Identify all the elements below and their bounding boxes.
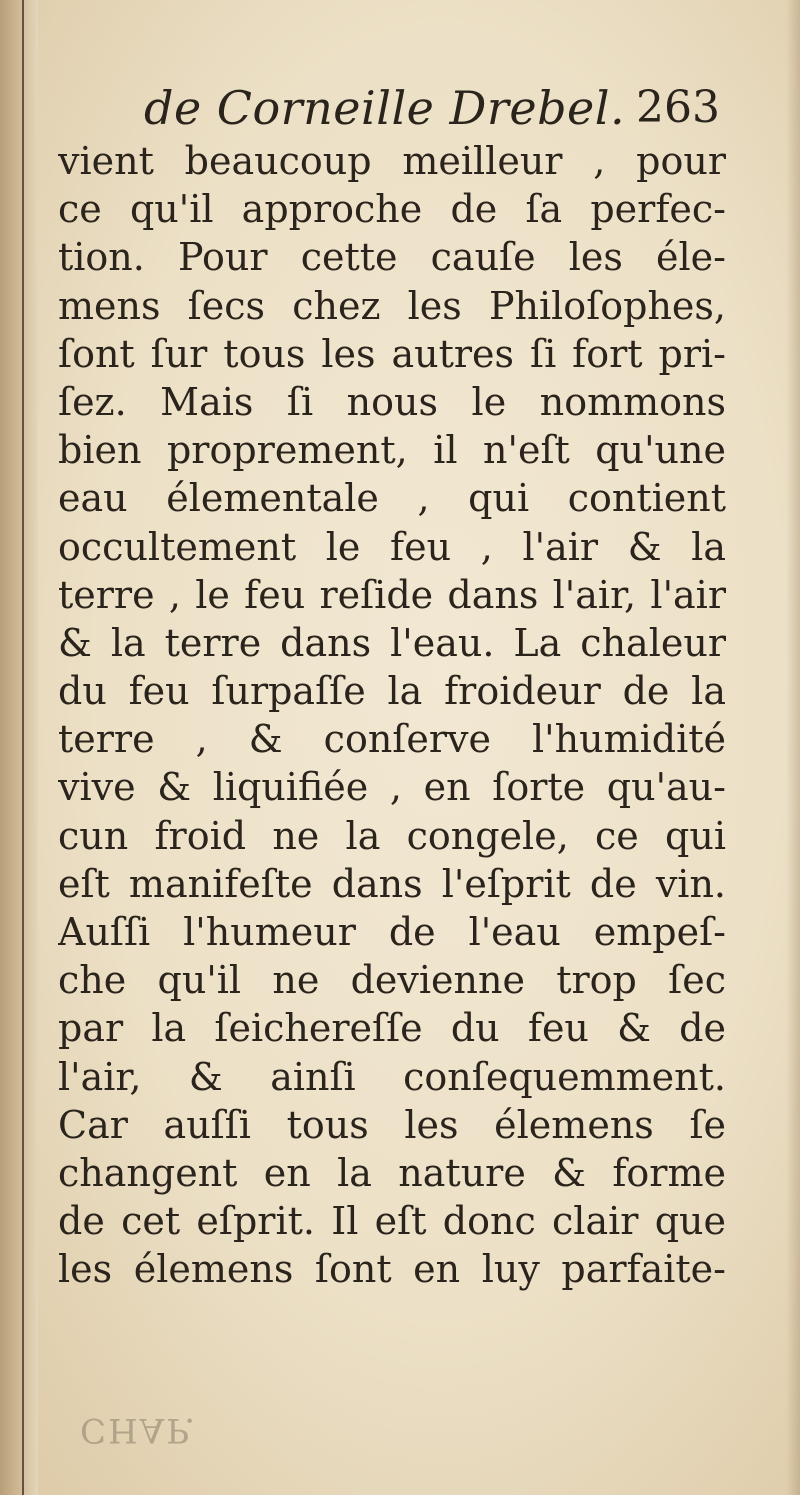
text-line: Car auſſi tous les élemens ſe (58, 1102, 726, 1147)
show-through-text: CHAP. (80, 1410, 198, 1450)
text-line: de cet eſprit. Il eſt donc clair que (58, 1199, 726, 1244)
text-line: changent en la nature & forme (58, 1150, 726, 1195)
text-line: ce qu'il approche de ſa perfec- (58, 187, 726, 232)
text-line: eſt manifeſte dans l'eſprit de vin. (58, 861, 726, 906)
body-text (58, 137, 726, 1294)
text-line: bien proprement, il n'eſt qu'une (58, 428, 726, 473)
binding-edge (22, 0, 24, 1495)
text-line: mens ſecs chez les Philoſophes, (58, 283, 726, 328)
binding-gutter (0, 0, 38, 1495)
text-line: ſont ſur tous les autres ſi fort pri- (58, 331, 726, 376)
page-number: 263 (636, 82, 720, 133)
text-line: eau élementale , qui contient (58, 476, 726, 521)
text-line: che qu'il ne devienne trop ſec (58, 958, 726, 1003)
page-header (60, 78, 720, 142)
text-line: l'air, & ainſi conſequemment. (58, 1054, 726, 1099)
text-line: tion. Pour cette cauſe les éle- (58, 235, 726, 280)
text-line: Auſſi l'humeur de l'eau empeſ- (58, 910, 726, 954)
text-line: & la terre dans l'eau. La chaleur (58, 620, 726, 665)
text-line: terre , & conſerve l'humidité (58, 717, 726, 762)
text-line: occultement le feu , l'air & la (58, 524, 726, 569)
page-edge-shadow (786, 0, 800, 1495)
text-line: par la ſeichereſſe du feu & de (58, 1006, 726, 1051)
running-head: de Corneille Drebel. (144, 81, 626, 135)
text-line: du feu ſurpaſſe la froideur de la (58, 669, 726, 714)
text-line: les élemens ſont en luy parfaite- (58, 1247, 726, 1292)
text-line: terre , le feu reſide dans l'air, l'air (58, 572, 726, 617)
text-line: vient beaucoup meilleur , pour (58, 139, 726, 183)
text-line: cun froid ne la congele, ce qui (58, 813, 726, 858)
text-line: vive & liquifiée , en ſorte qu'au- (58, 765, 726, 810)
text-line: ſez. Mais ſi nous le nommons (58, 379, 726, 424)
